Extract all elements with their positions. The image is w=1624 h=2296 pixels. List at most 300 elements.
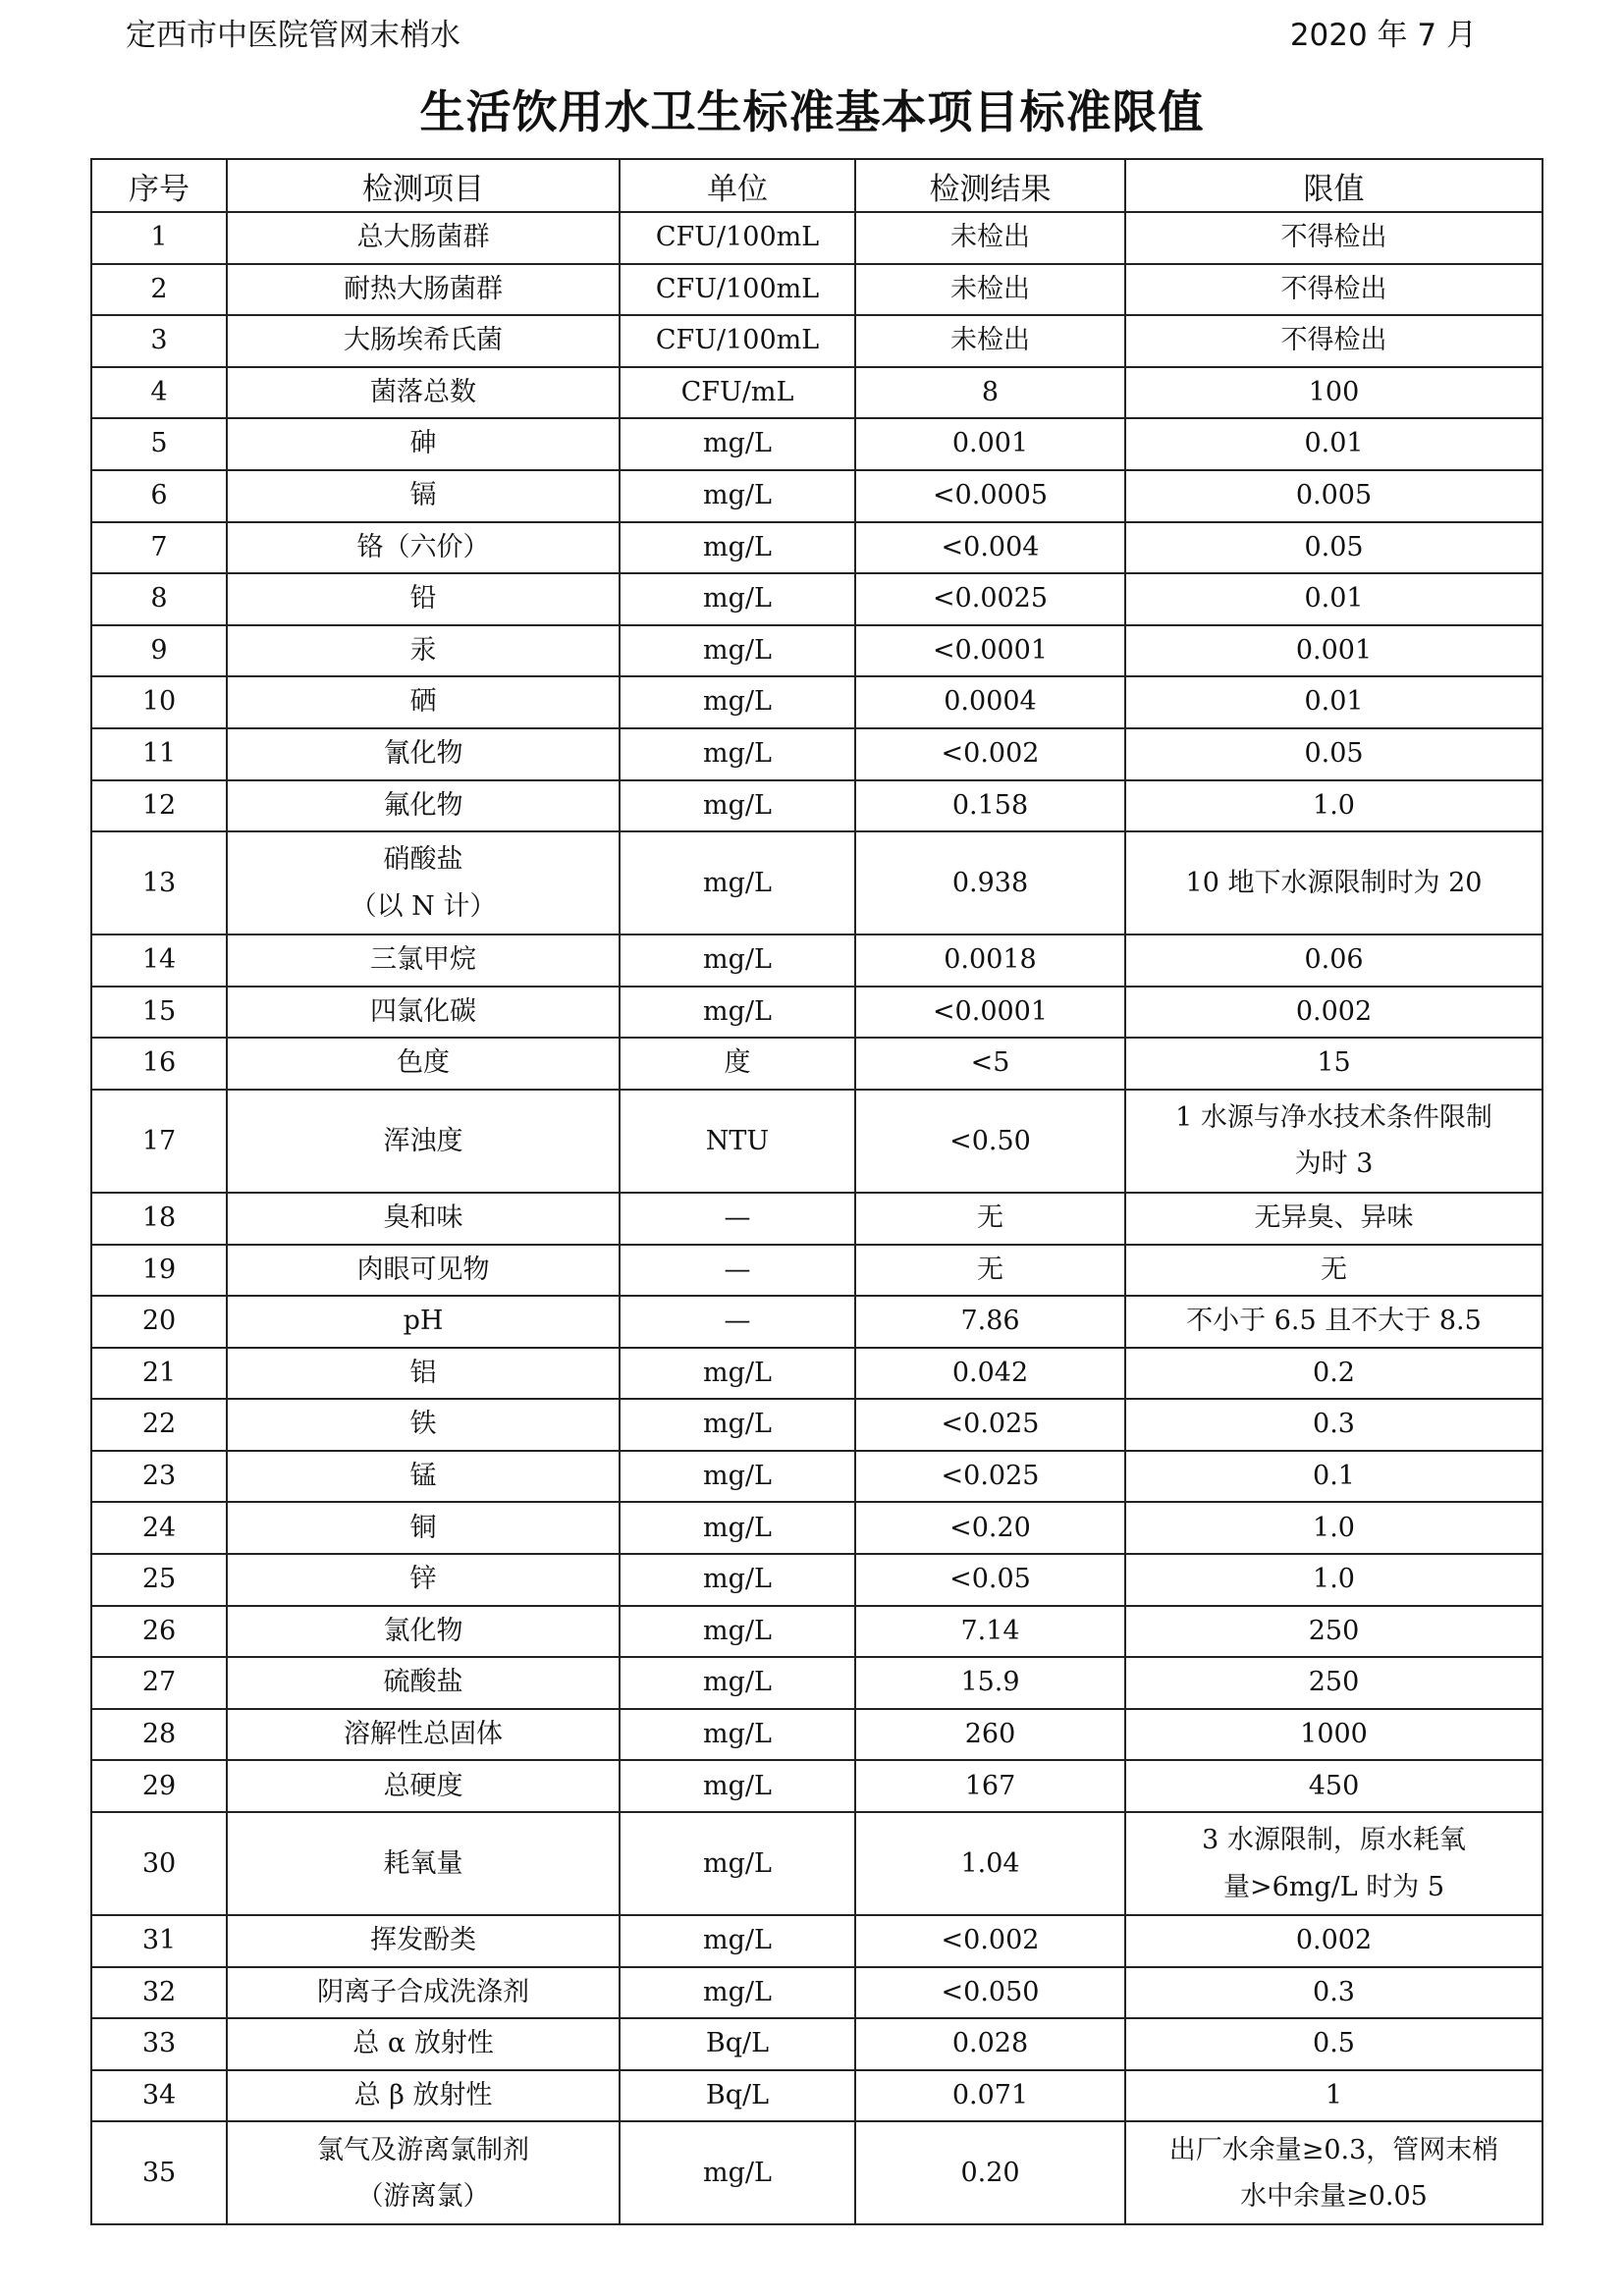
cell-no: [91, 1296, 227, 1348]
cell-item-text: 三氯甲烷: [370, 944, 476, 976]
cell-result: [855, 1915, 1125, 1967]
table-row: [91, 728, 1543, 780]
cell-limit-text: 250: [1308, 1615, 1360, 1646]
cell-item-text: 耐热大肠菌群: [344, 273, 503, 304]
cell-item: [227, 1760, 620, 1812]
cell-no-text: 26: [141, 1615, 177, 1646]
cell-item-text: 大肠埃希氏菌: [344, 325, 503, 356]
table-row: [91, 780, 1543, 832]
cell-item: [227, 1399, 620, 1451]
cell-limit: [1125, 728, 1543, 780]
cell-no-text: 8: [150, 583, 168, 614]
cell-item-text: 锰: [409, 1460, 437, 1491]
cell-limit: [1125, 470, 1543, 522]
cell-item: [227, 1038, 620, 1090]
cell-result-text: 260: [964, 1718, 1016, 1749]
cell-no-text: 1: [150, 222, 168, 253]
cell-unit: [620, 212, 855, 264]
cell-limit: [1125, 1399, 1543, 1451]
cell-no-text: 4: [150, 376, 168, 407]
cell-limit-text: 15: [1317, 1047, 1351, 1079]
cell-no-text: 22: [141, 1409, 177, 1440]
cell-no-text: 25: [141, 1564, 177, 1595]
cell-limit-text: 0.01: [1304, 428, 1364, 459]
cell-no-text: 21: [141, 1357, 177, 1388]
cell-result-text: 0.158: [951, 789, 1029, 821]
cell-no-text: 31: [141, 1925, 177, 1956]
cell-item-text: 四氯化碳: [370, 995, 476, 1027]
cell-limit: [1125, 1451, 1543, 1503]
cell-result-text: 1.04: [960, 1847, 1020, 1879]
cell-limit: [1125, 831, 1543, 934]
cell-item: [227, 367, 620, 419]
cell-limit-text: 0.01: [1304, 583, 1364, 614]
cell-item-text: 总 β 放射性: [353, 2079, 493, 2110]
cell-limit-text: 0.5: [1313, 2028, 1355, 2059]
cell-no-text: 12: [141, 789, 177, 821]
cell-limit: [1125, 625, 1543, 677]
cell-unit-text: CFU/100mL: [655, 222, 820, 253]
cell-no-text: 5: [150, 428, 168, 459]
cell-unit-text: mg/L: [703, 1357, 772, 1388]
cell-unit-text: CFU/mL: [680, 376, 794, 407]
cell-no: [91, 1760, 227, 1812]
table-row: [91, 1915, 1543, 1967]
cell-no: [91, 780, 227, 832]
cell-item-text: 肉眼可见物: [356, 1254, 490, 1285]
cell-result: [855, 470, 1125, 522]
cell-result: [855, 728, 1125, 780]
table-row: [91, 212, 1543, 264]
cell-result: [855, 780, 1125, 832]
header-date: 2020 年 7 月: [1289, 18, 1477, 53]
cell-no: [91, 1709, 227, 1761]
cell-limit-text: 不小于 6.5 且不大于 8.5: [1186, 1306, 1482, 1337]
cell-item: [227, 315, 620, 367]
cell-no: [91, 728, 227, 780]
cell-item-text: 硫酸盐: [383, 1667, 463, 1698]
cell-result-text: 7.14: [960, 1615, 1020, 1646]
cell-result-text: 无: [977, 1254, 1003, 1285]
cell-result-text: 0.001: [951, 428, 1029, 459]
cell-item-text: 阴离子合成洗涤剂: [317, 1976, 529, 2007]
table-row: [91, 1451, 1543, 1503]
table-row: [91, 625, 1543, 677]
cell-unit-text: mg/L: [703, 1667, 772, 1698]
cell-no: [91, 1502, 227, 1554]
cell-no: [91, 1451, 227, 1503]
cell-item-text: 浑浊度: [383, 1125, 463, 1156]
cell-result: [855, 1348, 1125, 1400]
cell-unit: [620, 831, 855, 934]
cell-no-text: 32: [141, 1976, 177, 2007]
cell-no: [91, 418, 227, 470]
cell-limit-text: 1.0: [1313, 789, 1355, 821]
cell-limit-text: 250: [1308, 1667, 1360, 1698]
cell-limit-text: 450: [1308, 1770, 1360, 1801]
cell-result: [855, 264, 1125, 316]
cell-result: [855, 1451, 1125, 1503]
cell-result-text: <0.0001: [932, 634, 1049, 666]
cell-unit: [620, 1915, 855, 1967]
cell-item-text: 锌: [409, 1564, 437, 1595]
cell-limit: [1125, 1554, 1543, 1606]
table-row: [91, 1967, 1543, 2019]
cell-limit-text: 不得检出: [1280, 325, 1387, 356]
cell-unit-text: mg/L: [703, 1409, 772, 1440]
cell-no-text: 17: [141, 1125, 177, 1156]
cell-no-text: 35: [141, 2158, 177, 2189]
cell-unit: [620, 1399, 855, 1451]
cell-unit: [620, 315, 855, 367]
cell-result-text: 167: [964, 1770, 1016, 1801]
cell-limit: [1125, 418, 1543, 470]
cell-limit-text-line2: 量>6mg/L 时为 5: [1222, 1871, 1445, 1902]
cell-limit-text: 0.002: [1295, 1925, 1373, 1956]
cell-result-text: <0.0005: [932, 480, 1049, 511]
cell-item-text: 耗氧量: [383, 1847, 463, 1879]
table-row: [91, 1709, 1543, 1761]
cell-unit-text: NTU: [705, 1125, 770, 1156]
cell-unit-text: mg/L: [703, 995, 772, 1027]
cell-unit: [620, 625, 855, 677]
cell-no: [91, 367, 227, 419]
cell-unit: [620, 2018, 855, 2070]
cell-result: [855, 1193, 1125, 1245]
cell-item-text: 挥发酚类: [370, 1925, 476, 1956]
cell-limit: [1125, 2018, 1543, 2070]
cell-no-text: 30: [141, 1847, 177, 1879]
cell-limit-text-line2: 水中余量≥0.05: [1240, 2180, 1428, 2212]
cell-unit-text: mg/L: [703, 789, 772, 821]
cell-no: [91, 315, 227, 367]
cell-unit: [620, 470, 855, 522]
cell-result-text: 8: [981, 376, 1000, 407]
cell-limit: [1125, 1296, 1543, 1348]
cell-no: [91, 934, 227, 987]
cell-no-text: 7: [150, 531, 168, 562]
cell-no: [91, 2121, 227, 2224]
cell-item: [227, 1090, 620, 1193]
cell-no-text: 16: [141, 1047, 177, 1079]
cell-no: [91, 1193, 227, 1245]
cell-item: [227, 2070, 620, 2122]
cell-result: [855, 1038, 1125, 1090]
cell-limit-text: 0.1: [1313, 1460, 1355, 1491]
cell-no: [91, 987, 227, 1039]
cell-result: [855, 1296, 1125, 1348]
cell-unit: [620, 934, 855, 987]
cell-result: [855, 1090, 1125, 1193]
cell-limit: [1125, 573, 1543, 625]
cell-limit: [1125, 780, 1543, 832]
cell-result-text: 0.042: [951, 1357, 1029, 1388]
cell-limit-text: 出厂水余量≥0.3，管网末梢: [1168, 2134, 1499, 2165]
cell-result-text: <0.002: [941, 1925, 1040, 1956]
table-row: [91, 1760, 1543, 1812]
cell-item-text: pH: [403, 1306, 444, 1337]
cell-unit-text: mg/L: [703, 686, 772, 718]
cell-item-text: 汞: [409, 634, 437, 666]
cell-unit: [620, 1502, 855, 1554]
cell-result: [855, 1245, 1125, 1297]
cell-limit-text: 不得检出: [1280, 222, 1387, 253]
cell-unit-text: mg/L: [703, 1925, 772, 1956]
cell-item-text-line2: （以 N 计）: [350, 890, 497, 922]
cell-unit-text: mg/L: [703, 1512, 772, 1543]
cell-item-text: 色度: [397, 1047, 450, 1079]
cell-unit: [620, 522, 855, 574]
cell-unit: [620, 728, 855, 780]
table-row: [91, 1348, 1543, 1400]
cell-result: [855, 367, 1125, 419]
column-header-limit: 限值: [1125, 159, 1543, 212]
cell-result-text: 未检出: [950, 325, 1030, 356]
standards-table: [90, 158, 1543, 2225]
cell-limit-text: 1.0: [1313, 1512, 1355, 1543]
cell-result: [855, 522, 1125, 574]
cell-limit: [1125, 934, 1543, 987]
cell-result-text: 未检出: [950, 273, 1030, 304]
table-row: [91, 1502, 1543, 1554]
cell-no-text: 28: [141, 1718, 177, 1749]
cell-no: [91, 1657, 227, 1709]
cell-item: [227, 264, 620, 316]
table-row: [91, 1606, 1543, 1658]
cell-no: [91, 1038, 227, 1090]
cell-unit: [620, 1967, 855, 2019]
cell-result-text: 0.028: [951, 2028, 1029, 2059]
cell-unit-text: mg/L: [703, 1976, 772, 2007]
cell-no-text: 9: [150, 634, 168, 666]
cell-no-text: 29: [141, 1770, 177, 1801]
cell-item-text: 镉: [409, 480, 437, 511]
cell-item-text: 硒: [409, 686, 437, 718]
cell-result: [855, 573, 1125, 625]
cell-result: [855, 315, 1125, 367]
cell-item: [227, 212, 620, 264]
cell-unit: [620, 573, 855, 625]
cell-result-text: <0.050: [941, 1976, 1040, 2007]
table-row: [91, 1038, 1543, 1090]
cell-no-text: 18: [141, 1202, 177, 1233]
cell-unit: [620, 676, 855, 728]
cell-limit: [1125, 1812, 1543, 1915]
column-header-unit: 单位: [620, 159, 855, 212]
cell-item: [227, 1296, 620, 1348]
cell-result: [855, 418, 1125, 470]
cell-result-text: 0.0004: [944, 686, 1037, 718]
cell-no: [91, 1554, 227, 1606]
cell-no: [91, 625, 227, 677]
cell-unit: [620, 1760, 855, 1812]
cell-result-text: 7.86: [960, 1306, 1020, 1337]
column-header-no: 序号: [91, 159, 227, 212]
cell-item-text: 铬（六价）: [356, 531, 490, 562]
cell-limit-text: 0.05: [1304, 738, 1364, 770]
cell-item: [227, 573, 620, 625]
cell-item: [227, 1348, 620, 1400]
cell-item: [227, 522, 620, 574]
cell-no: [91, 676, 227, 728]
cell-no-text: 15: [141, 995, 177, 1027]
cell-item: [227, 934, 620, 987]
table-row: [91, 676, 1543, 728]
cell-unit-text: CFU/100mL: [655, 325, 820, 356]
cell-unit: [620, 1296, 855, 1348]
cell-limit-text: 1 水源与净水技术条件限制: [1175, 1102, 1492, 1134]
cell-unit-text: Bq/L: [705, 2079, 770, 2110]
table-row: [91, 1554, 1543, 1606]
table-row: [91, 1245, 1543, 1297]
cell-item: [227, 1709, 620, 1761]
cell-result: [855, 1709, 1125, 1761]
cell-unit-text: mg/L: [703, 1564, 772, 1595]
cell-unit: [620, 1245, 855, 1297]
cell-no: [91, 2018, 227, 2070]
cell-result: [855, 625, 1125, 677]
cell-no-text: 19: [141, 1254, 177, 1285]
cell-limit-text-line2: 为时 3: [1294, 1148, 1374, 1180]
table-row: [91, 1090, 1543, 1193]
table-row: [91, 418, 1543, 470]
cell-unit: [620, 1812, 855, 1915]
cell-item-text: 总大肠菌群: [356, 222, 490, 253]
cell-limit: [1125, 1657, 1543, 1709]
cell-limit-text: 0.05: [1304, 531, 1364, 562]
cell-limit: [1125, 1038, 1543, 1090]
cell-item-text: 氰化物: [383, 738, 463, 770]
cell-no: [91, 2070, 227, 2122]
cell-limit-text: 1.0: [1313, 1564, 1355, 1595]
cell-unit-text: —: [724, 1306, 751, 1337]
cell-item: [227, 831, 620, 934]
table-row: [91, 2018, 1543, 2070]
cell-result: [855, 2121, 1125, 2224]
cell-unit-text: mg/L: [703, 428, 772, 459]
cell-unit: [620, 264, 855, 316]
cell-unit-text: Bq/L: [705, 2028, 770, 2059]
cell-item: [227, 1657, 620, 1709]
cell-limit: [1125, 2070, 1543, 2122]
cell-item-text: 溶解性总固体: [344, 1718, 503, 1749]
cell-limit-text: 0.001: [1295, 634, 1373, 666]
cell-result-text: 0.20: [960, 2158, 1020, 2189]
cell-limit-text: 10 地下水源限制时为 20: [1185, 868, 1483, 898]
cell-result-text: <0.025: [941, 1460, 1040, 1491]
cell-limit: [1125, 1967, 1543, 2019]
cell-item: [227, 1193, 620, 1245]
cell-item-text: 砷: [409, 428, 437, 459]
cell-result-text: <0.002: [941, 738, 1040, 770]
cell-item-text: 总硬度: [383, 1770, 463, 1801]
cell-limit: [1125, 1193, 1543, 1245]
cell-result: [855, 831, 1125, 934]
cell-result: [855, 676, 1125, 728]
table-row: [91, 2121, 1543, 2224]
cell-limit-text: 0.01: [1304, 686, 1364, 718]
cell-limit-text: 1: [1325, 2079, 1343, 2110]
cell-item: [227, 1967, 620, 2019]
table-row: [91, 522, 1543, 574]
cell-unit: [620, 418, 855, 470]
cell-result: [855, 987, 1125, 1039]
cell-no: [91, 470, 227, 522]
column-header-item: 检测项目: [227, 159, 620, 212]
cell-result: [855, 212, 1125, 264]
cell-item: [227, 1245, 620, 1297]
cell-limit-text: 100: [1308, 376, 1360, 407]
cell-item-text: 氟化物: [383, 789, 463, 821]
table-row: [91, 264, 1543, 316]
cell-unit-text: mg/L: [703, 583, 772, 614]
cell-limit: [1125, 522, 1543, 574]
cell-unit: [620, 1451, 855, 1503]
cell-limit: [1125, 315, 1543, 367]
cell-item: [227, 1812, 620, 1915]
cell-unit: [620, 1348, 855, 1400]
cell-no: [91, 1812, 227, 1915]
cell-unit: [620, 987, 855, 1039]
cell-no-text: 24: [141, 1512, 177, 1543]
table-row: [91, 1296, 1543, 1348]
cell-no-text: 20: [141, 1306, 177, 1337]
cell-unit-text: mg/L: [703, 944, 772, 976]
cell-item: [227, 1554, 620, 1606]
cell-limit: [1125, 1502, 1543, 1554]
cell-no: [91, 831, 227, 934]
cell-unit-text: mg/L: [703, 634, 772, 666]
cell-unit: [620, 1038, 855, 1090]
table-row: [91, 367, 1543, 419]
cell-item-text: 氯化物: [383, 1615, 463, 1646]
cell-result: [855, 1760, 1125, 1812]
table-row: [91, 1657, 1543, 1709]
cell-result-text: 15.9: [960, 1667, 1020, 1698]
cell-no: [91, 573, 227, 625]
cell-unit-text: mg/L: [703, 531, 772, 562]
cell-item-text-line2: （游离氯）: [356, 2180, 490, 2212]
cell-unit: [620, 2121, 855, 2224]
cell-unit-text: mg/L: [703, 480, 772, 511]
cell-result-text: <0.025: [941, 1409, 1040, 1440]
table-row: [91, 987, 1543, 1039]
cell-result: [855, 1967, 1125, 2019]
cell-result: [855, 2070, 1125, 2122]
cell-no: [91, 1245, 227, 1297]
table-row: [91, 573, 1543, 625]
cell-limit: [1125, 1348, 1543, 1400]
cell-no-text: 34: [141, 2079, 177, 2110]
cell-no: [91, 1399, 227, 1451]
cell-result-text: <0.50: [949, 1125, 1031, 1156]
table-row: [91, 315, 1543, 367]
table-row: [91, 1399, 1543, 1451]
cell-item-text: 氯气及游离氯制剂: [317, 2134, 529, 2165]
cell-unit: [620, 1709, 855, 1761]
cell-result: [855, 1606, 1125, 1658]
cell-limit: [1125, 1090, 1543, 1193]
cell-limit-text: 0.3: [1313, 1409, 1355, 1440]
cell-unit-text: —: [724, 1202, 751, 1233]
cell-unit-text: mg/L: [703, 1770, 772, 1801]
cell-result-text: 0.0018: [944, 944, 1037, 976]
cell-unit-text: mg/L: [703, 1847, 772, 1879]
cell-item: [227, 2018, 620, 2070]
cell-result: [855, 1399, 1125, 1451]
cell-result-text: 未检出: [950, 222, 1030, 253]
cell-no-text: 13: [141, 868, 177, 898]
